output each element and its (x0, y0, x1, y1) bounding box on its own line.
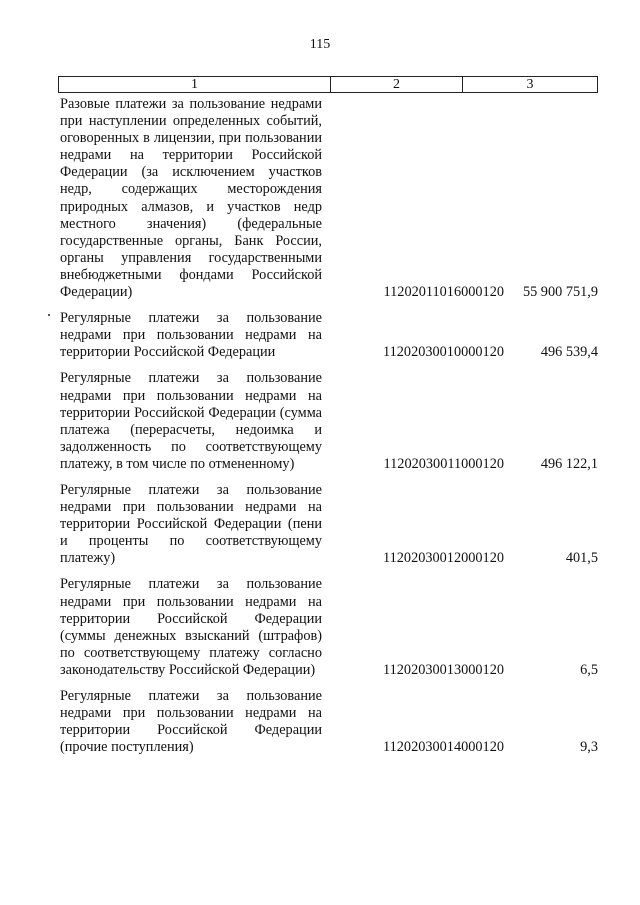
row-description: Регулярные платежи за пользование недрами при пользовании недрами на территории Российской Федерации (пени и проценты по соответствующему платежу) (60, 481, 322, 567)
row-amount: 496 122,1 (540, 455, 598, 472)
column-header-2: 2 (331, 77, 463, 92)
row-code: 11202030012000120 (383, 550, 504, 567)
row-code: 11202030013000120 (383, 661, 504, 678)
row-description: Разовые платежи за пользование недрами при наступлении определенных событий, оговоренных в лицензии, при пользовании недрами на территории Российской Федерации (за исключением участков недр, содержащих месторождения природных алмазов, и участков недр местного значения) (федеральные государственные органы, Банк России, органы управления государственными внебюджетными фондами Российской Федерации) (60, 96, 322, 301)
column-header-3: 3 (526, 77, 534, 92)
table-header (58, 76, 598, 93)
row-amount: 496 539,4 (540, 344, 598, 361)
row-code: 11202011016000120 (383, 284, 504, 301)
table-body (60, 96, 598, 765)
row-description: Регулярные платежи за пользование недрами при пользовании недрами на территории Российской Федерации (прочие поступления) (60, 688, 322, 756)
table-row (60, 310, 598, 361)
table-row (60, 96, 598, 301)
column-header-1: 1 (59, 77, 331, 92)
row-code: 11202030014000120 (383, 739, 504, 756)
table-row (60, 576, 598, 679)
row-code: 11202030011000120 (383, 455, 504, 472)
row-description: Регулярные платежи за пользование недрами при пользовании недрами на территории Российской Федерации (сумма платежа (перерасчеты, недоимка и задолженность по соответствующему платежу, в том числе по отмененному) (60, 370, 322, 472)
table-row (60, 370, 598, 473)
row-code: 11202030010000120 (383, 344, 504, 361)
page-number: 115 (309, 37, 331, 52)
row-amount: 401,5 (565, 550, 598, 567)
table-row (60, 688, 598, 756)
row-description: Регулярные платежи за пользование недрами при пользовании недрами на территории Российской Федерации (60, 310, 322, 361)
table-row (60, 482, 598, 567)
row-amount: 9,3 (580, 739, 598, 756)
margin-mark (48, 314, 50, 316)
row-amount: 6,5 (580, 661, 598, 678)
row-amount: 55 900 751,9 (522, 284, 598, 301)
row-description: Регулярные платежи за пользование недрами при пользовании недрами на территории Российской Федерации (суммы денежных взысканий (штрафов) по соответствующему платежу согласно законодательству Российской Федерации) (60, 576, 322, 678)
